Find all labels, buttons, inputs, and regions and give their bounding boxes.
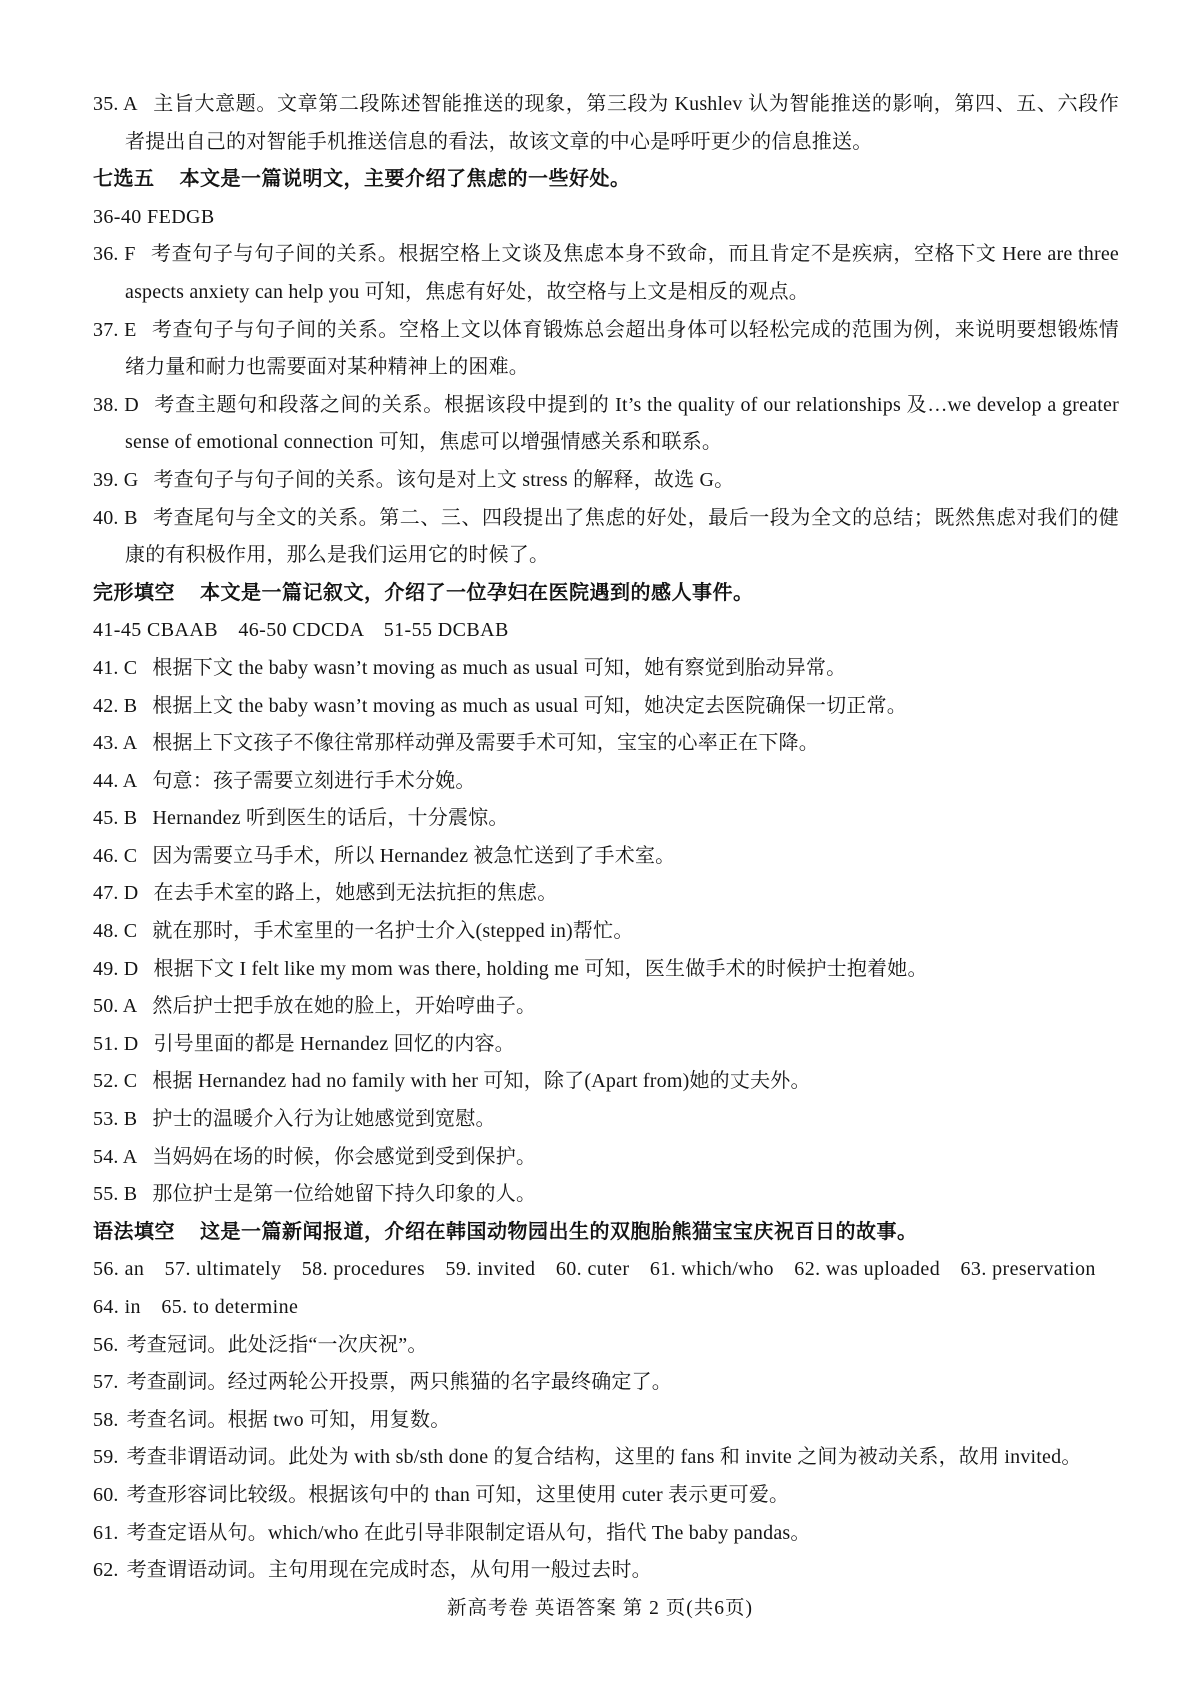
answer-item bbox=[93, 838, 1119, 876]
line-text: 考查句子与句子间的关系。根据空格上文谈及焦虑本身不致命，而且肯定不是疾病，空格下文 Here are three aspects anxiety can help you 可知，焦虑有好处，故空格与上文是相反的观点。 bbox=[125, 243, 1119, 303]
answer-item bbox=[93, 387, 1119, 462]
answer-item bbox=[93, 1439, 1119, 1477]
answer-key-line bbox=[93, 1251, 1119, 1289]
line-text: 根据下文 I felt like my mom was there, holding me 可知，医生做手术的时候护士抱着她。 bbox=[153, 957, 928, 980]
answer-item bbox=[93, 951, 1119, 989]
page-footer: 新高考卷 英语答案 第 2 页(共6页) bbox=[447, 1598, 753, 1619]
line-label: 42. B bbox=[93, 694, 138, 717]
line-text: 根据下文 the baby wasn’t moving as much as usual 可知，她有察觉到胎动异常。 bbox=[152, 656, 847, 679]
answer-item bbox=[93, 462, 1119, 500]
line-label: 46. C bbox=[93, 844, 138, 867]
line-label: 36. F bbox=[93, 243, 136, 266]
answer-item bbox=[93, 500, 1119, 575]
answer-item bbox=[93, 1327, 1119, 1365]
answer-item bbox=[93, 1139, 1119, 1177]
line-label: 51. D bbox=[93, 1032, 139, 1055]
line-text: 考查冠词。此处泛指“一次庆祝”。 bbox=[126, 1333, 428, 1356]
line-text: 考查定语从句。which/who 在此引导非限制定语从句，指代 The baby pandas。 bbox=[126, 1521, 811, 1544]
answer-item bbox=[93, 1101, 1119, 1139]
answer-item bbox=[93, 1402, 1119, 1440]
line-text: 本文是一篇记叙文，介绍了一位孕妇在医院遇到的感人事件。 bbox=[200, 581, 754, 604]
line-text: 36-40 FEDGB bbox=[93, 205, 215, 228]
line-label: 55. B bbox=[93, 1183, 138, 1206]
line-text: 护士的温暖介入行为让她感觉到宽慰。 bbox=[152, 1108, 496, 1131]
answers-content bbox=[93, 86, 1119, 1590]
line-text: 这是一篇新闻报道，介绍在韩国动物园出生的双胞胎熊猫宝宝庆祝百日的故事。 bbox=[200, 1220, 918, 1243]
answer-item bbox=[93, 1477, 1119, 1515]
line-text: 41-45 CBAAB 46-50 CDCDA 51-55 DCBAB bbox=[93, 619, 509, 642]
answer-key-line bbox=[93, 199, 1119, 237]
line-label: 56. bbox=[93, 1333, 119, 1356]
line-text: 56. an 57. ultimately 58. procedures 59. invited 60. cuter 61. which/who 62. was uploaded 63. preservation bbox=[93, 1258, 1096, 1281]
answer-item bbox=[93, 1063, 1119, 1101]
line-text: 主旨大意题。文章第二段陈述智能推送的现象，第三段为 Kushlev 认为智能推送的影响，第四、五、六段作者提出自己的对智能手机推送信息的看法，故该文章的中心是呼吁更少的信息推送。 bbox=[125, 93, 1120, 153]
line-text: 根据上文 the baby wasn’t moving as much as usual 可知，她决定去医院确保一切正常。 bbox=[152, 694, 907, 717]
line-label: 完形填空 bbox=[93, 581, 175, 604]
answer-item bbox=[93, 312, 1119, 387]
line-label: 39. G bbox=[93, 468, 139, 491]
line-text: 因为需要立马手术，所以 Hernandez 被急忙送到了手术室。 bbox=[152, 844, 676, 867]
line-text: 考查句子与句子间的关系。空格上文以体育锻炼总会超出身体可以轻松完成的范围为例，来说明要想锻炼情绪力量和耐力也需要面对某种精神上的困难。 bbox=[125, 318, 1120, 379]
answer-item bbox=[93, 1515, 1119, 1553]
answer-item bbox=[93, 650, 1119, 688]
line-text: 本文是一篇说明文，主要介绍了焦虑的一些好处。 bbox=[179, 168, 631, 191]
answer-item bbox=[93, 1364, 1119, 1402]
line-text: 考查句子与句子间的关系。该句是对上文 stress 的解释，故选 G。 bbox=[153, 468, 735, 491]
line-label: 语法填空 bbox=[93, 1220, 175, 1243]
line-text: Hernandez 听到医生的话后，十分震惊。 bbox=[152, 807, 509, 830]
answer-item bbox=[93, 875, 1119, 913]
line-text: 考查形容词比较级。根据该句中的 than 可知，这里使用 cuter 表示更可爱。 bbox=[126, 1483, 790, 1506]
line-text: 引号里面的都是 Hernandez 回忆的内容。 bbox=[153, 1032, 515, 1055]
section-heading bbox=[93, 161, 1119, 199]
answer-item bbox=[93, 236, 1119, 311]
answer-item bbox=[93, 988, 1119, 1026]
answer-item bbox=[93, 800, 1119, 838]
line-text: 然后护士把手放在她的脸上，开始哼曲子。 bbox=[152, 995, 537, 1018]
line-text: 64. in 65. to determine bbox=[93, 1296, 299, 1318]
line-text: 在去手术室的路上，她感到无法抗拒的焦虑。 bbox=[153, 882, 558, 905]
line-label: 45. B bbox=[93, 807, 138, 830]
line-label: 七选五 bbox=[93, 168, 155, 191]
line-text: 根据 Hernandez had no family with her 可知，除了(Apart from)她的丈夫外。 bbox=[152, 1070, 811, 1093]
line-label: 53. B bbox=[93, 1108, 138, 1131]
line-text: 考查副词。经过两轮公开投票，两只熊猫的名字最终确定了。 bbox=[126, 1371, 673, 1394]
answer-item bbox=[93, 763, 1119, 801]
line-label: 52. C bbox=[93, 1070, 138, 1093]
line-text: 考查非谓语动词。此处为 with sb/sth done 的复合结构，这里的 fans 和 invite 之间为被动关系，故用 invited。 bbox=[126, 1446, 1082, 1469]
line-label: 43. A bbox=[93, 732, 138, 755]
line-label: 35. A bbox=[93, 93, 138, 115]
line-label: 50. A bbox=[93, 995, 138, 1018]
answer-key-line bbox=[93, 1289, 1119, 1327]
section-heading bbox=[93, 575, 1119, 613]
line-text: 考查名词。根据 two 可知，用复数。 bbox=[126, 1408, 451, 1431]
line-text: 句意：孩子需要立刻进行手术分娩。 bbox=[152, 769, 476, 792]
line-label: 60. bbox=[93, 1483, 119, 1506]
line-label: 62. bbox=[93, 1559, 119, 1582]
line-text: 考查主题句和段落之间的关系。根据该段中提到的 It’s the quality of our relationships 及…we develop a greater sense of emotional connection 可知，焦虑可以增强情感关系和联系。 bbox=[125, 393, 1119, 454]
answer-key-line bbox=[93, 612, 1119, 650]
answer-item bbox=[93, 688, 1119, 726]
line-text: 根据上下文孩子不像往常那样动弹及需要手术可知，宝宝的心率正在下降。 bbox=[152, 732, 819, 755]
line-label: 58. bbox=[93, 1408, 119, 1431]
line-text: 当妈妈在场的时候，你会感觉到受到保护。 bbox=[152, 1145, 537, 1168]
line-text: 考查尾句与全文的关系。第二、三、四段提出了焦虑的好处，最后一段为全文的总结；既然焦虑对我们的健康的有积极作用，那么是我们运用它的时候了。 bbox=[125, 506, 1119, 567]
line-label: 41. C bbox=[93, 656, 138, 679]
line-text: 考查谓语动词。主句用现在完成时态，从句用一般过去时。 bbox=[126, 1559, 652, 1582]
answer-item bbox=[93, 1552, 1119, 1590]
line-label: 49. D bbox=[93, 957, 139, 980]
line-label: 59. bbox=[93, 1446, 119, 1469]
line-label: 47. D bbox=[93, 882, 139, 905]
line-text: 就在那时，手术室里的一名护士介入(stepped in)帮忙。 bbox=[152, 920, 634, 943]
answer-item bbox=[93, 725, 1119, 763]
line-text: 那位护士是第一位给她留下持久印象的人。 bbox=[152, 1183, 537, 1206]
answer-item bbox=[93, 1176, 1119, 1214]
answer-item bbox=[93, 86, 1119, 161]
line-label: 54. A bbox=[93, 1145, 138, 1168]
answer-item bbox=[93, 913, 1119, 951]
line-label: 40. B bbox=[93, 506, 138, 529]
answer-item bbox=[93, 1026, 1119, 1064]
line-label: 38. D bbox=[93, 393, 139, 416]
line-label: 57. bbox=[93, 1371, 119, 1394]
line-label: 44. A bbox=[93, 769, 138, 792]
line-label: 61. bbox=[93, 1521, 119, 1544]
line-label: 48. C bbox=[93, 920, 138, 943]
line-label: 37. E bbox=[93, 318, 137, 341]
section-heading bbox=[93, 1214, 1119, 1252]
